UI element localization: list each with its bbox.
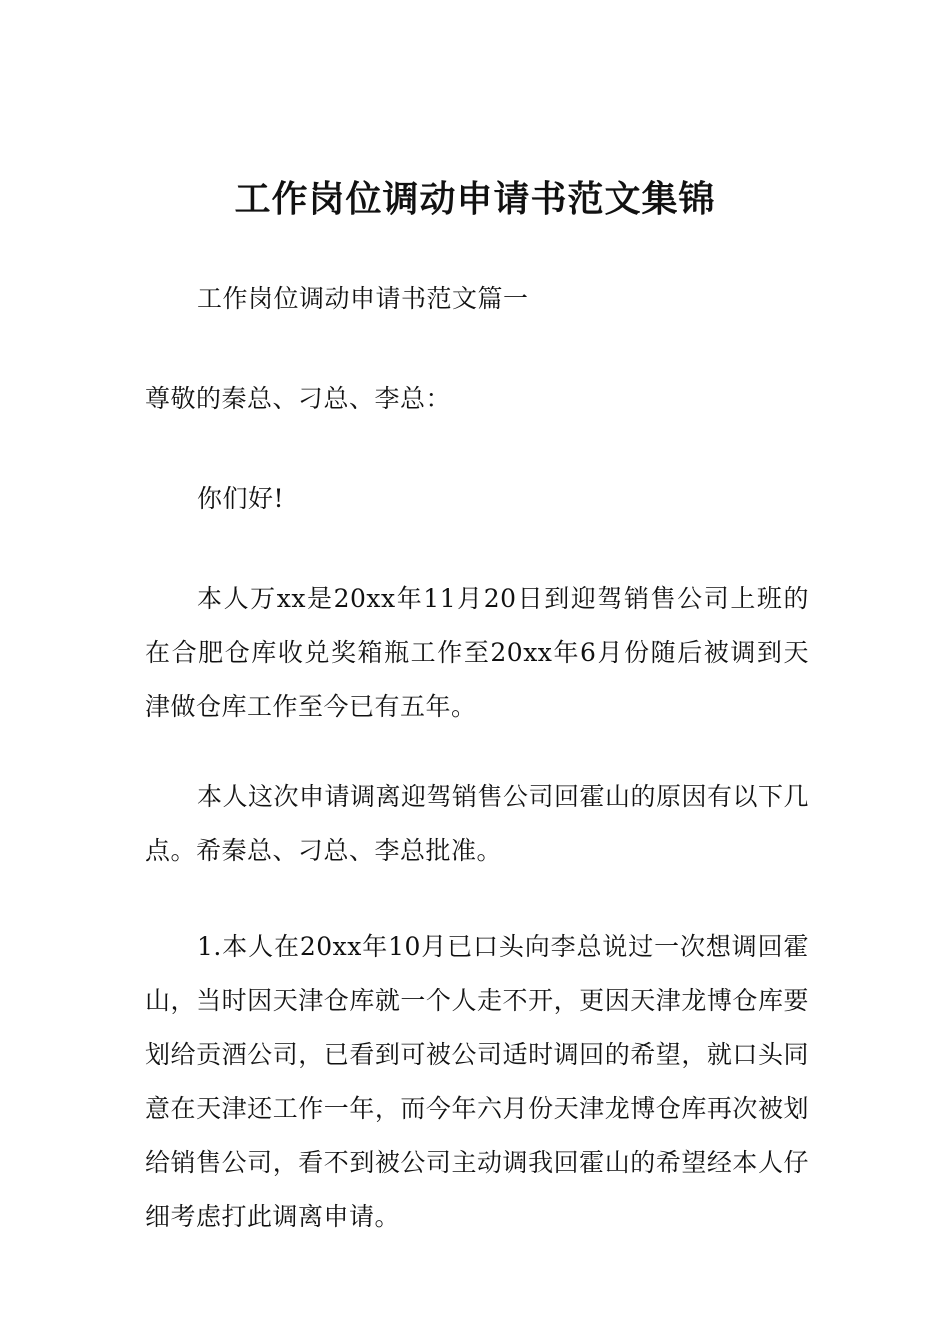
document-subtitle: 工作岗位调动申请书范文篇一	[197, 284, 529, 313]
greeting: 你们好!	[197, 484, 285, 513]
salutation: 尊敬的秦总、刁总、李总：	[145, 384, 452, 413]
document-title: 工作岗位调动申请书范文集锦	[234, 179, 716, 220]
paragraph-intro: 本人万xx是20xx年11月20日到迎驾销售公司上班的在合肥仓库收兑奖箱瓶工作至20xx年6月份随后被调到天津做仓库工作至今已有五年。	[145, 584, 809, 721]
paragraph-point-1: 1.本人在20xx年10月已口头向李总说过一次想调回霍山，当时因天津仓库就一个人走不开，更因天津龙博仓库要划给贡酒公司，已看到可被公司适时调回的希望，就口头同意在天津还工作一年，而今年六月份天津龙博仓库再次被划给销售公司，看不到被公司主动调我回霍山的希望经本人仔细考虑打此调离申请。	[145, 932, 809, 1231]
paragraph-reason: 本人这次申请调离迎驾销售公司回霍山的原因有以下几点。希秦总、刁总、李总批准。	[145, 782, 810, 865]
